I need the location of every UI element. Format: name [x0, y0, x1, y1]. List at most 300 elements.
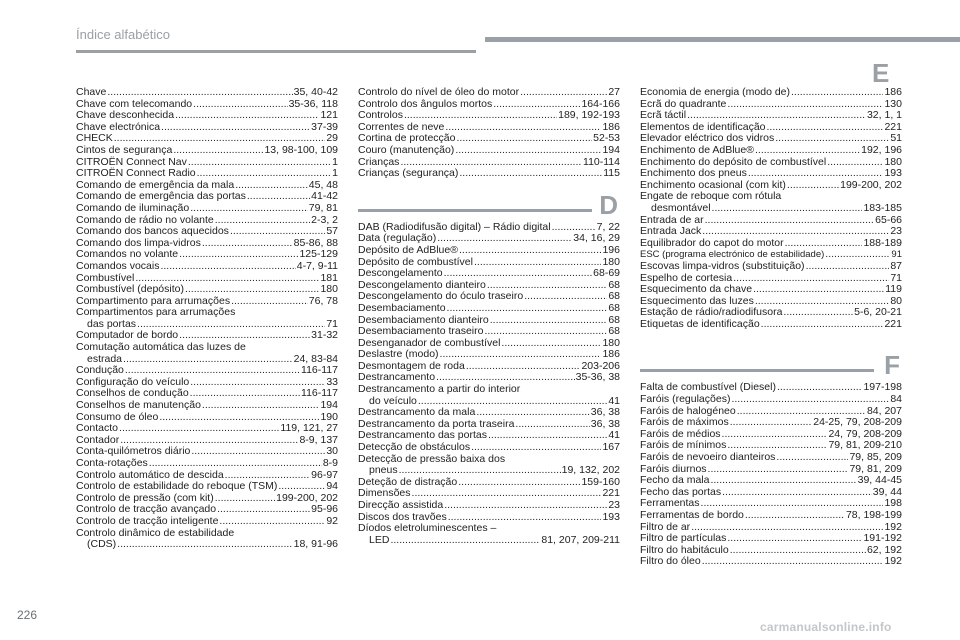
- entry-pages: 221: [602, 487, 620, 500]
- entry-pages: 196: [602, 243, 620, 256]
- entry-term: Filtro de partículas: [640, 532, 727, 545]
- entry-term: Compartimento para arrumações: [76, 294, 231, 307]
- dot-leader: [230, 226, 325, 238]
- dot-leader: [117, 539, 292, 551]
- entry-term: Deteção de distração: [358, 475, 458, 488]
- entry-term: Consumo de óleo: [76, 410, 159, 423]
- entry-term: Comandos no volante: [76, 248, 179, 261]
- index-entry: [640, 87, 902, 99]
- entry-term: Faróis diurnos: [640, 462, 707, 475]
- entry-pages: 51: [890, 132, 902, 145]
- dot-leader: [785, 238, 863, 250]
- entry-term: Conta-rotações: [76, 457, 148, 469]
- entry-term: DAB (Radiodifusão digital) – Rádio digital: [358, 220, 551, 233]
- dot-leader: [107, 87, 292, 99]
- entry-term: Enchimento ocasional (com kit): [640, 178, 786, 191]
- entry-term: Descongelamento: [358, 267, 443, 280]
- entry-pages: 36, 38: [590, 417, 620, 430]
- entry-pages: 71: [326, 317, 338, 330]
- entry-pages: 27: [608, 86, 620, 98]
- index-entry-heading: Detecção de pressão baixa dos: [358, 452, 506, 465]
- entry-pages: 36, 38: [590, 406, 620, 419]
- entry-pages: 65-66: [875, 213, 902, 226]
- dot-leader: [777, 382, 862, 394]
- entry-term: Elevador eléctrico dos vidros: [640, 132, 775, 145]
- dot-leader: [767, 122, 884, 134]
- entry-pages: 186: [602, 348, 620, 361]
- entry-pages: 95-96: [311, 503, 338, 516]
- section-letter-e: E: [872, 58, 890, 88]
- index-entry: [640, 510, 902, 522]
- entry-term: Destrancamento da mala: [358, 406, 476, 419]
- entry-term: Comandos vocais: [76, 259, 160, 272]
- header-rule-left: [76, 50, 476, 53]
- dot-leader: [191, 446, 325, 458]
- dot-leader: [445, 122, 601, 134]
- dot-leader: [722, 429, 828, 441]
- entry-term: Controlo automático de descida: [76, 468, 224, 481]
- entry-term: Etiquetas de identificação: [640, 317, 760, 330]
- entry-term: Conselhos de condução: [76, 387, 189, 400]
- dot-leader: [123, 354, 293, 366]
- entry-term: do veículo: [369, 394, 417, 407]
- dot-leader: [524, 291, 607, 303]
- entry-pages: 130: [884, 97, 902, 110]
- entry-pages: 110-114: [583, 155, 620, 168]
- entry-term: Data (regulação): [358, 232, 437, 245]
- dot-leader: [787, 180, 839, 192]
- index-column-1: [76, 87, 338, 551]
- entry-pages: 68: [608, 313, 620, 326]
- entry-pages: 115: [603, 167, 620, 180]
- entry-pages: 199-200, 202: [840, 178, 902, 191]
- entry-pages: 94: [326, 480, 338, 493]
- index-column-2: [358, 87, 620, 546]
- entry-term: Equilibrador do capot do motor: [640, 236, 784, 249]
- entry-pages: 197-198: [863, 381, 902, 394]
- entry-term: Chave com telecomando: [76, 97, 193, 110]
- entry-term: Chave desconhecida: [76, 109, 175, 122]
- entry-pages: 221: [884, 120, 902, 133]
- dot-leader: [733, 273, 889, 285]
- index-entry-heading: Comutação automática das luzes de: [76, 341, 246, 354]
- dot-leader: [466, 361, 581, 373]
- entry-pages: 30: [326, 445, 338, 458]
- entry-term: Elementos de identificação: [640, 120, 766, 133]
- entry-pages: 80: [890, 294, 902, 307]
- entry-pages: 35, 40-42: [293, 86, 338, 98]
- entry-pages: 85-86, 88: [293, 236, 338, 249]
- entry-term: Controlo do nível de óleo do motor: [358, 86, 520, 98]
- entry-term: Descongelamento do óculo traseiro: [358, 290, 524, 303]
- entry-term: Contacto: [76, 422, 119, 435]
- entry-term: Enchimento dos pneus: [640, 167, 747, 180]
- dot-leader: [197, 168, 332, 180]
- entry-pages: 41: [608, 394, 620, 407]
- entry-pages: 79, 81, 209-210: [828, 439, 902, 452]
- entry-pages: 79, 85, 209: [849, 451, 902, 464]
- entry-pages: 45, 48: [308, 178, 338, 191]
- entry-term: Controlo de tracção inteligente: [76, 514, 219, 527]
- dot-leader: [702, 226, 889, 238]
- entry-term: Crianças (segurança): [358, 167, 459, 180]
- dot-leader: [444, 500, 607, 512]
- entry-pages: 5-6, 20-21: [854, 306, 902, 319]
- dot-leader: [748, 168, 884, 180]
- entry-pages: 4-7, 9-11: [296, 259, 338, 272]
- index-entry: [640, 394, 902, 406]
- dot-leader: [219, 516, 325, 528]
- entry-term: Conselhos de manutenção: [76, 399, 201, 412]
- entry-term: Crianças: [358, 155, 400, 168]
- entry-pages: 34, 16, 29: [573, 232, 620, 245]
- dot-leader: [730, 417, 813, 429]
- entry-pages: 96-97: [311, 468, 338, 481]
- entry-term: Conta-quilómetros diário: [76, 445, 191, 458]
- entry-pages: 23: [608, 499, 620, 511]
- entry-term: Entrada Jack: [640, 225, 702, 238]
- entry-pages: 91: [891, 249, 902, 261]
- entry-pages: 119: [885, 283, 902, 296]
- entry-term: Cintos de segurança: [76, 143, 173, 156]
- entry-pages: 1: [332, 167, 338, 180]
- dot-leader: [459, 168, 602, 180]
- index-entry: [76, 203, 338, 215]
- entry-pages: 119, 121, 27: [280, 422, 338, 435]
- entry-term: Direcção assistida: [358, 499, 444, 511]
- entry-term: Filtro de ar: [640, 520, 691, 533]
- entry-term: Comando dos bancos aquecidos: [76, 225, 229, 238]
- entry-pages: 41: [608, 429, 620, 442]
- entry-term: LED: [369, 533, 390, 546]
- entry-term: Correntes de neve: [358, 120, 445, 133]
- index-entry: [640, 226, 902, 238]
- index-entry: [76, 122, 338, 134]
- entry-pages: 125-129: [299, 248, 338, 261]
- entry-pages: 1: [332, 155, 338, 168]
- entry-term: CITROËN Connect Nav: [76, 155, 187, 168]
- entry-pages: 116-117: [301, 387, 338, 400]
- entry-pages: 186: [602, 120, 620, 133]
- index-entry: [358, 268, 620, 280]
- index-entry: [640, 261, 902, 273]
- entry-pages: 71: [890, 271, 902, 284]
- dot-leader: [501, 338, 601, 350]
- entry-pages: 116-117: [301, 364, 338, 377]
- index-entry: [76, 458, 338, 470]
- dot-leader: [202, 400, 320, 412]
- entry-term: Espelho de cortesia: [640, 271, 733, 284]
- index-entry: [640, 284, 902, 296]
- entry-term: Estação de rádio/radiodifusora: [640, 306, 783, 319]
- entry-pages: 76, 78: [308, 294, 338, 307]
- entry-pages: 37-39: [311, 120, 338, 133]
- index-entry: [76, 145, 338, 157]
- page-header-title: Índice alfabético: [76, 27, 170, 42]
- dot-leader: [444, 268, 593, 280]
- entry-pages: 192, 196: [861, 143, 902, 156]
- dot-leader: [484, 326, 607, 338]
- entry-pages: 33: [326, 375, 338, 388]
- dot-leader: [806, 261, 890, 273]
- dot-leader: [776, 452, 848, 464]
- dot-leader: [490, 315, 608, 327]
- dot-leader: [193, 99, 287, 111]
- dot-leader: [247, 191, 310, 203]
- entry-term: Faróis de médios: [640, 427, 721, 440]
- entry-term: Filtro do óleo: [640, 555, 701, 568]
- entry-term: Combustível: [76, 271, 135, 284]
- entry-pages: 24, 83-84: [293, 352, 338, 365]
- dot-leader: [390, 535, 540, 547]
- dot-leader: [710, 475, 856, 487]
- entry-term: Chave: [76, 86, 107, 98]
- entry-pages: 188-189: [863, 236, 902, 249]
- entry-term: Entrada de ar: [640, 213, 704, 226]
- dot-leader: [119, 423, 279, 435]
- entry-pages: 41-42: [311, 190, 338, 203]
- index-entry: [358, 326, 620, 338]
- entry-term: Combustível (depósito): [76, 283, 184, 296]
- entry-pages: 199-200, 202: [276, 491, 338, 504]
- dot-leader: [459, 245, 601, 257]
- dot-leader: [783, 307, 853, 319]
- dot-leader: [705, 215, 875, 227]
- entry-pages: 18, 91-96: [293, 538, 338, 551]
- entry-pages: 192: [884, 520, 902, 533]
- index-entry: [76, 226, 338, 238]
- index-entry: [640, 168, 902, 180]
- entry-term: Falta de combustível (Diesel): [640, 381, 776, 394]
- entry-term: Escovas limpa-vidros (substituição): [640, 259, 805, 272]
- dot-leader: [708, 464, 849, 476]
- dot-leader: [173, 145, 263, 157]
- dot-leader: [520, 87, 607, 99]
- entry-term: Configuração do veículo: [76, 375, 190, 388]
- entry-pages: 186: [884, 86, 902, 98]
- dot-leader: [471, 442, 601, 454]
- index-entry: [358, 168, 620, 180]
- entry-pages: 180: [320, 283, 338, 296]
- index-column-3: [640, 87, 902, 568]
- index-entry: [76, 261, 338, 273]
- entry-term: Chave electrónica: [76, 120, 161, 133]
- dot-leader: [753, 284, 884, 296]
- entry-term: Faróis de halogéneo: [640, 404, 736, 417]
- dot-leader: [190, 203, 308, 215]
- entry-term: Controlo de tracção avançado: [76, 503, 217, 516]
- entry-term: Ferramentas de bordo: [640, 509, 744, 521]
- index-entry: [358, 145, 620, 157]
- entry-pages: 181: [320, 271, 338, 284]
- entry-pages: 2-3, 2: [311, 213, 338, 226]
- dot-leader: [488, 430, 607, 442]
- entry-term: Faróis (regulações): [640, 393, 731, 406]
- index-entry: [640, 238, 902, 250]
- dot-leader: [458, 477, 580, 489]
- entry-pages: 180: [602, 255, 620, 268]
- entry-pages: 8-9: [322, 457, 338, 469]
- dot-leader: [515, 419, 589, 431]
- entry-pages: 35-36, 118: [288, 97, 338, 110]
- entry-pages: 84: [890, 393, 902, 406]
- entry-pages: 121: [320, 109, 338, 122]
- entry-pages: 79, 81, 209: [849, 462, 902, 475]
- dot-leader: [447, 303, 608, 315]
- index-entry: [76, 168, 338, 180]
- entry-term: Economia de energia (modo de): [640, 86, 791, 98]
- entry-term: Discos dos travões: [358, 510, 447, 523]
- entry-pages: 194: [320, 399, 338, 412]
- entry-pages: 13, 98-100, 109: [264, 143, 338, 156]
- index-entry: [358, 500, 620, 512]
- entry-term: Faróis de máximos: [640, 416, 729, 429]
- section-rule: [640, 369, 874, 372]
- entry-pages: 32, 1, 1: [866, 109, 902, 122]
- entry-pages: 29: [326, 132, 338, 145]
- entry-pages: 79, 81: [308, 201, 338, 214]
- entry-term: das portas: [87, 317, 137, 330]
- entry-term: Deslastre (modo): [358, 348, 439, 361]
- entry-pages: 183-185: [863, 201, 902, 214]
- dot-leader: [456, 133, 592, 145]
- index-entry: [640, 203, 902, 215]
- entry-pages: 68: [608, 325, 620, 338]
- dot-leader: [188, 157, 331, 169]
- index-entry: [76, 539, 338, 551]
- entry-pages: 221: [884, 317, 902, 330]
- entry-pages: 23: [890, 225, 902, 238]
- entry-pages: 167: [602, 441, 620, 454]
- dot-leader: [217, 504, 310, 516]
- index-entry: [358, 303, 620, 315]
- entry-pages: 31-32: [311, 329, 338, 342]
- entry-pages: 92: [326, 514, 338, 527]
- dot-leader: [185, 284, 320, 296]
- entry-term: Depósito de AdBlue®: [358, 243, 458, 256]
- entry-pages: 198: [884, 497, 902, 510]
- entry-pages: 39, 44: [872, 485, 902, 498]
- index-entry-heading: Díodos eletroluminescentes –: [358, 522, 497, 535]
- dot-leader: [161, 122, 310, 134]
- index-entry: [76, 284, 338, 296]
- dot-leader: [702, 556, 884, 568]
- entry-term: Destrancamento: [358, 371, 436, 384]
- dot-leader: [202, 238, 293, 250]
- entry-pages: 24-25, 79, 208-209: [813, 416, 902, 429]
- entry-term: Desmontagem de roda: [358, 359, 465, 372]
- dot-leader: [722, 487, 872, 499]
- entry-term: Faróis de mínimos: [640, 439, 727, 452]
- entry-term: pneus: [369, 464, 398, 477]
- entry-pages: 180: [884, 155, 902, 168]
- entry-term: Dimensões: [358, 487, 411, 500]
- entry-term: Comando de iluminação: [76, 201, 190, 214]
- entry-pages: 68: [608, 301, 620, 314]
- index-entry-heading: Controlo dinâmico de estabilidade: [76, 526, 235, 539]
- entry-term: Enchimento de AdBlue®: [640, 143, 754, 156]
- entry-term: (CDS): [87, 538, 117, 551]
- entry-term: Ecrã táctil: [640, 109, 687, 122]
- entry-term: Ecrã do quadrante: [640, 97, 727, 110]
- dot-leader: [231, 296, 308, 308]
- entry-term: Descongelamento dianteiro: [358, 278, 486, 291]
- entry-term: Desenganador de combustível: [358, 336, 501, 349]
- entry-pages: 24, 79, 208-209: [828, 427, 902, 440]
- dot-leader: [727, 99, 883, 111]
- entry-pages: 8-9, 137: [299, 433, 338, 446]
- index-entry-heading: Destrancamento a partir do interior: [358, 383, 521, 396]
- entry-term: Cortina de protecção: [358, 132, 456, 145]
- entry-pages: 7, 22: [596, 220, 620, 233]
- entry-term: desmontável: [651, 201, 711, 214]
- section-letter-f: F: [884, 350, 900, 381]
- entry-term: Esquecimento da chave: [640, 283, 753, 296]
- entry-term: Controlos: [358, 109, 403, 122]
- dot-leader: [215, 215, 310, 227]
- dot-leader: [235, 180, 308, 192]
- section-rule: [358, 209, 592, 212]
- entry-term: Comando de rádio no volante: [76, 213, 214, 226]
- dot-leader: [727, 533, 862, 545]
- entry-term: Comando de emergência da mala: [76, 178, 235, 191]
- index-entry: [358, 442, 620, 454]
- dot-leader: [455, 145, 601, 157]
- entry-term: Comando de emergência das portas: [76, 190, 246, 203]
- dot-leader: [827, 157, 883, 169]
- entry-pages: 164-166: [581, 97, 620, 110]
- entry-term: Esquecimento das luzes: [640, 294, 754, 307]
- dot-leader: [730, 545, 866, 557]
- index-entry: [640, 145, 902, 157]
- entry-pages: 19, 132, 202: [561, 464, 620, 477]
- entry-pages: 203-206: [581, 359, 620, 372]
- dot-leader: [190, 388, 300, 400]
- entry-term: Controlo de pressão (com kit): [76, 491, 214, 504]
- entry-term: Contador: [76, 433, 120, 446]
- dot-leader: [179, 249, 298, 261]
- dot-leader: [731, 394, 889, 406]
- entry-term: ESC (programa electrónico de estabilidade): [640, 249, 825, 261]
- section-divider-d: [358, 189, 620, 222]
- dot-leader: [755, 145, 860, 157]
- dot-leader: [745, 510, 845, 522]
- entry-term: Destrancamento das portas: [358, 429, 487, 442]
- dot-leader: [712, 203, 863, 215]
- dot-leader: [160, 261, 295, 273]
- entry-term: Controlo dos ângulos mortos: [358, 97, 493, 110]
- page-number: 226: [17, 608, 38, 622]
- index-entry-heading: Engate de reboque com rótula: [640, 190, 782, 203]
- entry-term: Comando dos limpa-vidros: [76, 236, 201, 249]
- entry-term: Ferramentas: [640, 497, 700, 510]
- entry-pages: 68-69: [593, 267, 620, 280]
- index-entry: [358, 535, 620, 547]
- entry-term: CITROËN Connect Radio: [76, 167, 196, 180]
- entry-pages: 62, 192: [866, 543, 902, 556]
- watermark: carmanualsonline.info: [760, 620, 892, 634]
- dot-leader: [175, 110, 319, 122]
- entry-term: Filtro do habitáculo: [640, 543, 729, 556]
- index-entry: [640, 556, 902, 568]
- entry-term: Enchimento do depósito de combustível: [640, 155, 827, 168]
- entry-pages: 35-36, 38: [575, 371, 620, 384]
- entry-term: Computador de bordo: [76, 329, 179, 342]
- entry-pages: 193: [602, 510, 620, 523]
- entry-pages: 87: [890, 259, 902, 272]
- index-entry: [358, 245, 620, 257]
- entry-pages: 39, 44-45: [857, 474, 902, 487]
